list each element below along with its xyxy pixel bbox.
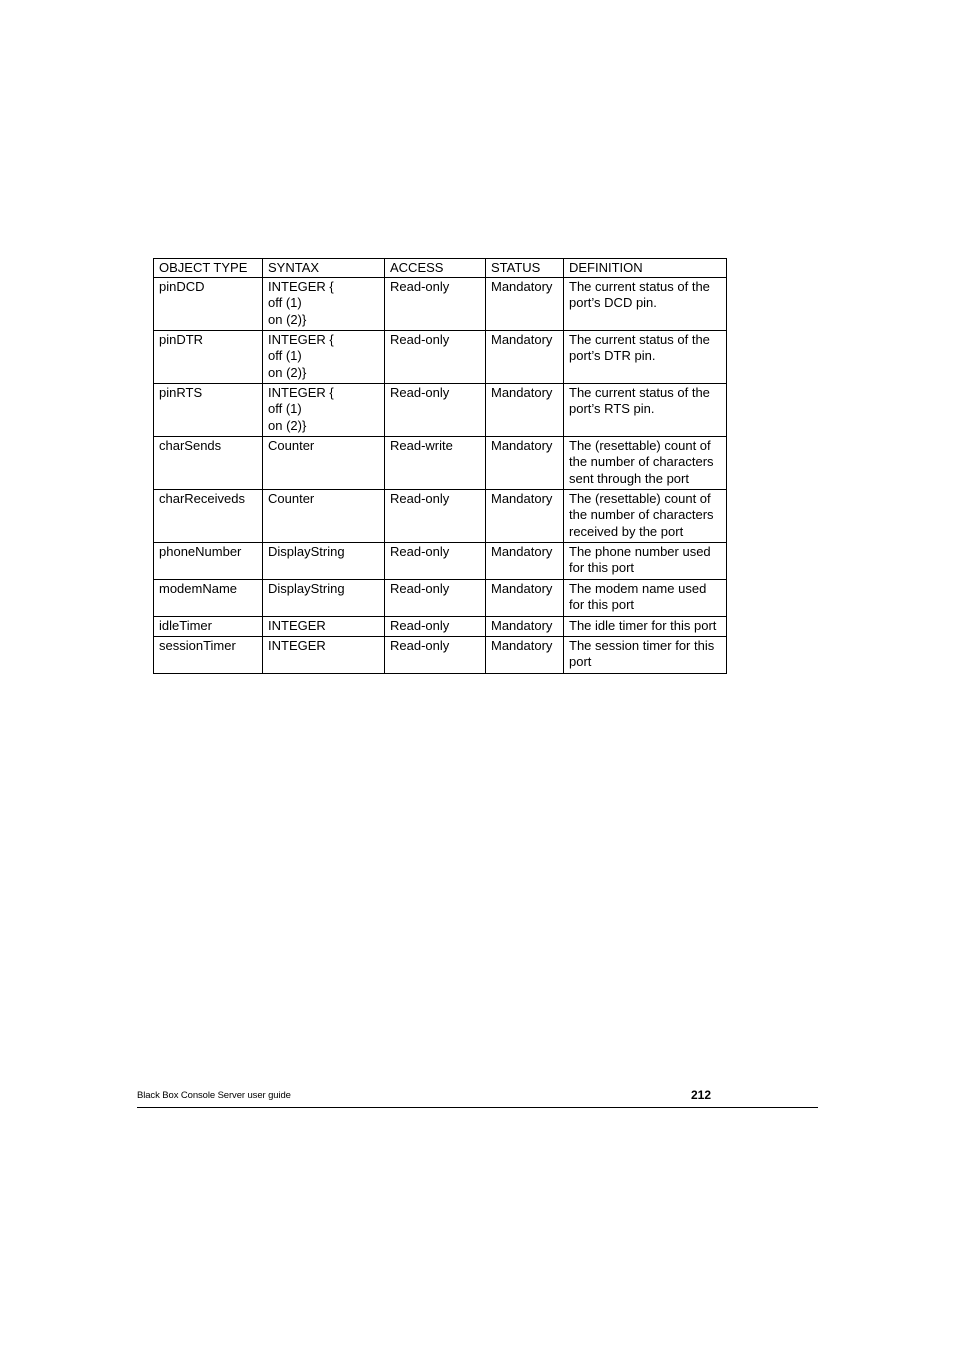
cell-object-type: pinDTR — [154, 331, 263, 384]
footer-divider — [137, 1107, 818, 1108]
cell-status: Mandatory — [486, 437, 564, 490]
cell-definition: The current status of the port’s DTR pin. — [564, 331, 727, 384]
table-row — [154, 617, 727, 637]
table-row — [154, 490, 727, 543]
cell-object-type: phoneNumber — [154, 543, 263, 580]
cell-object-type: sessionTimer — [154, 637, 263, 674]
cell-syntax: INTEGER { off (1) on (2)} — [263, 384, 385, 437]
table-row — [154, 437, 727, 490]
table-body — [154, 278, 727, 674]
cell-definition: The phone number used for this port — [564, 543, 727, 580]
cell-syntax: INTEGER — [263, 637, 385, 674]
cell-access: Read-only — [385, 543, 486, 580]
cell-status: Mandatory — [486, 580, 564, 617]
cell-status: Mandatory — [486, 617, 564, 637]
cell-definition: The current status of the port’s DCD pin. — [564, 278, 727, 331]
cell-access: Read-only — [385, 278, 486, 331]
cell-object-type: charSends — [154, 437, 263, 490]
cell-syntax: Counter — [263, 437, 385, 490]
cell-syntax: Counter — [263, 490, 385, 543]
cell-access: Read-only — [385, 490, 486, 543]
cell-definition: The current status of the port’s RTS pin. — [564, 384, 727, 437]
cell-access: Read-only — [385, 580, 486, 617]
table-row — [154, 543, 727, 580]
cell-definition: The (resettable) count of the number of characters sent through the port — [564, 437, 727, 490]
table-row — [154, 278, 727, 331]
cell-syntax: DisplayString — [263, 543, 385, 580]
header-row — [154, 259, 727, 278]
table-row — [154, 580, 727, 617]
cell-object-type: pinRTS — [154, 384, 263, 437]
header-object-type: OBJECT TYPE — [154, 259, 263, 278]
cell-syntax: INTEGER { off (1) on (2)} — [263, 278, 385, 331]
cell-object-type: modemName — [154, 580, 263, 617]
cell-access: Read-only — [385, 617, 486, 637]
cell-access: Read-only — [385, 331, 486, 384]
cell-definition: The session timer for this port — [564, 637, 727, 674]
header-status: STATUS — [486, 259, 564, 278]
cell-object-type: charReceiveds — [154, 490, 263, 543]
footer-document-title: Black Box Console Server user guide — [137, 1090, 291, 1101]
cell-definition: The (resettable) count of the number of characters received by the port — [564, 490, 727, 543]
cell-syntax: DisplayString — [263, 580, 385, 617]
header-access: ACCESS — [385, 259, 486, 278]
cell-syntax: INTEGER — [263, 617, 385, 637]
cell-status: Mandatory — [486, 543, 564, 580]
cell-object-type: pinDCD — [154, 278, 263, 331]
table-row — [154, 637, 727, 674]
cell-access: Read-only — [385, 384, 486, 437]
mib-object-table — [153, 258, 727, 674]
header-definition: DEFINITION — [564, 259, 727, 278]
table-row — [154, 384, 727, 437]
page-number: 212 — [691, 1088, 712, 1102]
cell-status: Mandatory — [486, 637, 564, 674]
cell-definition: The modem name used for this port — [564, 580, 727, 617]
cell-access: Read-only — [385, 637, 486, 674]
header-syntax: SYNTAX — [263, 259, 385, 278]
table-row — [154, 331, 727, 384]
cell-status: Mandatory — [486, 331, 564, 384]
cell-definition: The idle timer for this port — [564, 617, 727, 637]
cell-status: Mandatory — [486, 278, 564, 331]
cell-access: Read-write — [385, 437, 486, 490]
cell-status: Mandatory — [486, 384, 564, 437]
cell-status: Mandatory — [486, 490, 564, 543]
cell-syntax: INTEGER { off (1) on (2)} — [263, 331, 385, 384]
cell-object-type: idleTimer — [154, 617, 263, 637]
